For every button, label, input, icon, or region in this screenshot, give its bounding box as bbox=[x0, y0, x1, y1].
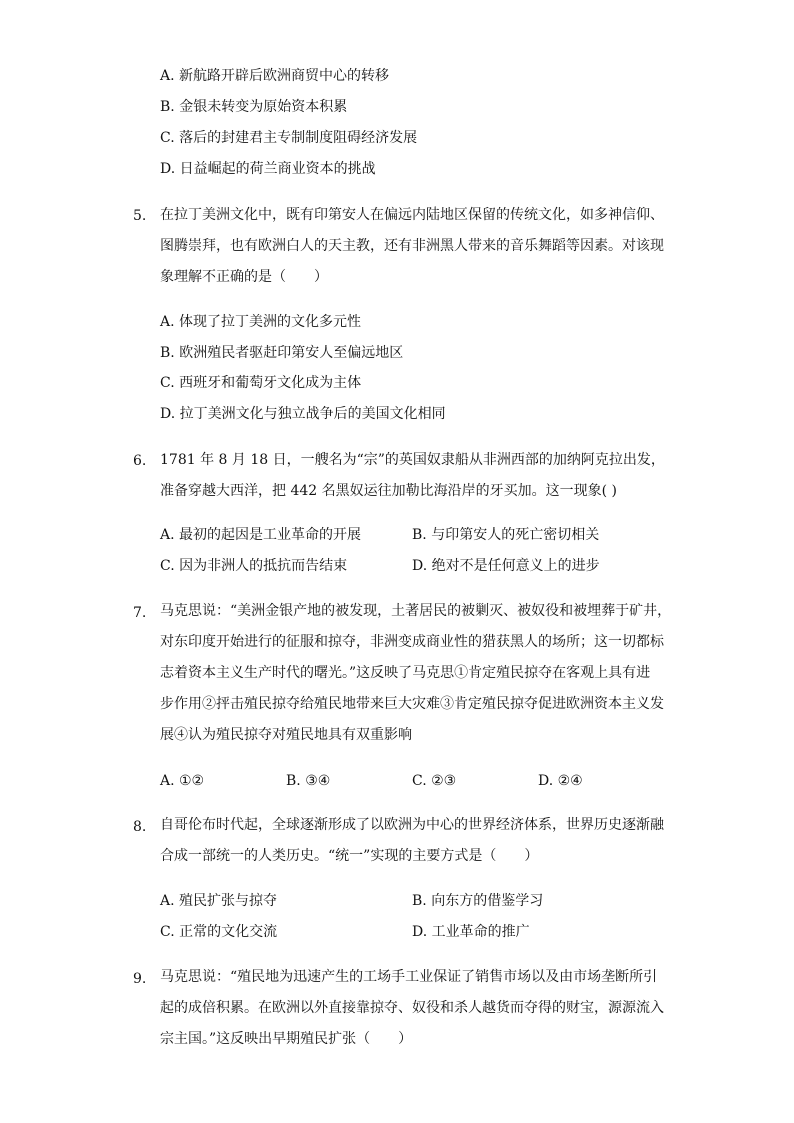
question-6-option-d: D. 绝对不是任何意义上的进步 bbox=[412, 558, 600, 574]
question-5-option-d: D. 拉丁美洲文化与独立战争后的美国文化相同 bbox=[160, 406, 446, 422]
question-7-line-3: 志着资本主义生产时代的曙光。”这反映了马克思①肯定殖民掠夺在客观上具有进 bbox=[160, 665, 651, 681]
question-5-option-c: C. 西班牙和葡萄牙文化成为主体 bbox=[160, 375, 362, 391]
question-5-line-2: 图腾崇拜，也有欧洲白人的天主教，还有非洲黑人带来的音乐舞蹈等因素。对该现 bbox=[160, 238, 664, 254]
question-6-option-b: B. 与印第安人的死亡密切相关 bbox=[412, 527, 600, 543]
question-9-line-1: 马克思说：“殖民地为迅速产生的工场手工业保证了销售市场以及由市场垄断所引 bbox=[160, 969, 658, 985]
question-9-number: 9. bbox=[133, 971, 147, 987]
option-c: C. 落后的封建君主专制制度阻碍经济发展 bbox=[160, 130, 418, 146]
question-8-line-1: 自哥伦布时代起，全球逐渐形成了以欧洲为中心的世界经济体系，世界历史逐渐融 bbox=[160, 817, 664, 833]
question-8-number: 8. bbox=[133, 819, 147, 835]
question-7-line-5: 展④认为殖民掠夺对殖民地具有双重影响 bbox=[160, 727, 412, 743]
question-7-option-c: C. ②③ bbox=[412, 773, 457, 789]
question-8-option-a: A. 殖民扩张与掠夺 bbox=[160, 893, 278, 909]
question-8-option-b: B. 向东方的借鉴学习 bbox=[412, 893, 544, 909]
question-6-line-2: 准备穿越大西洋，把 442 名黑奴运往加勒比海沿岸的牙买加。这一现象( ) bbox=[160, 483, 617, 499]
question-6-option-c: C. 因为非洲人的抵抗而告结束 bbox=[160, 558, 348, 574]
option-d: D. 日益崛起的荷兰商业资本的挑战 bbox=[160, 161, 376, 177]
question-8-line-2: 合成一部统一的人类历史。“统一”实现的主要方式是（ ） bbox=[160, 848, 539, 864]
question-7-line-2: 对东印度开始进行的征服和掠夺，非洲变成商业性的猎获黑人的场所；这一切都标 bbox=[160, 634, 664, 650]
question-5-line-3: 象理解不正确的是（ ） bbox=[160, 269, 328, 285]
question-5-option-b: B. 欧洲殖民者驱赶印第安人至偏远地区 bbox=[160, 345, 404, 361]
option-a: A. 新航路开辟后欧洲商贸中心的转移 bbox=[160, 68, 390, 84]
question-6-number: 6. bbox=[133, 453, 147, 469]
option-b: B. 金银未转变为原始资本积累 bbox=[160, 99, 348, 115]
question-5-option-a: A. 体现了拉丁美洲的文化多元性 bbox=[160, 314, 362, 330]
question-9-line-3: 宗主国。”这反映出早期殖民扩张（ ） bbox=[160, 1031, 413, 1047]
question-8-option-d: D. 工业革命的推广 bbox=[412, 924, 530, 940]
question-6-line-1: 1781 年 8 月 18 日，一艘名为“宗”的英国奴隶船从非洲西部的加纳阿克拉出发， bbox=[160, 452, 665, 468]
question-7-number: 7. bbox=[133, 605, 147, 621]
question-7-line-4: 步作用②抨击殖民掠夺给殖民地带来巨大灾难③肯定殖民掠夺促进欧洲资本主义发 bbox=[160, 696, 664, 712]
question-7-option-b: B. ③④ bbox=[286, 773, 331, 789]
question-7-option-a: A. ①② bbox=[160, 773, 205, 789]
question-6-option-a: A. 最初的起因是工业革命的开展 bbox=[160, 527, 362, 543]
question-7-line-1: 马克思说：“美洲金银产地的被发现，土著居民的被剿灭、被奴役和被埋葬于矿井， bbox=[160, 603, 672, 619]
question-9-line-2: 起的成倍积累。在欧洲以外直接靠掠夺、奴役和杀人越货而夺得的财宝，源源流入 bbox=[160, 1000, 664, 1016]
question-5-number: 5. bbox=[133, 208, 147, 224]
question-5-line-1: 在拉丁美洲文化中，既有印第安人在偏远内陆地区保留的传统文化，如多神信仰、 bbox=[160, 207, 664, 223]
question-8-option-c: C. 正常的文化交流 bbox=[160, 924, 278, 940]
question-7-option-d: D. ②④ bbox=[538, 773, 583, 789]
